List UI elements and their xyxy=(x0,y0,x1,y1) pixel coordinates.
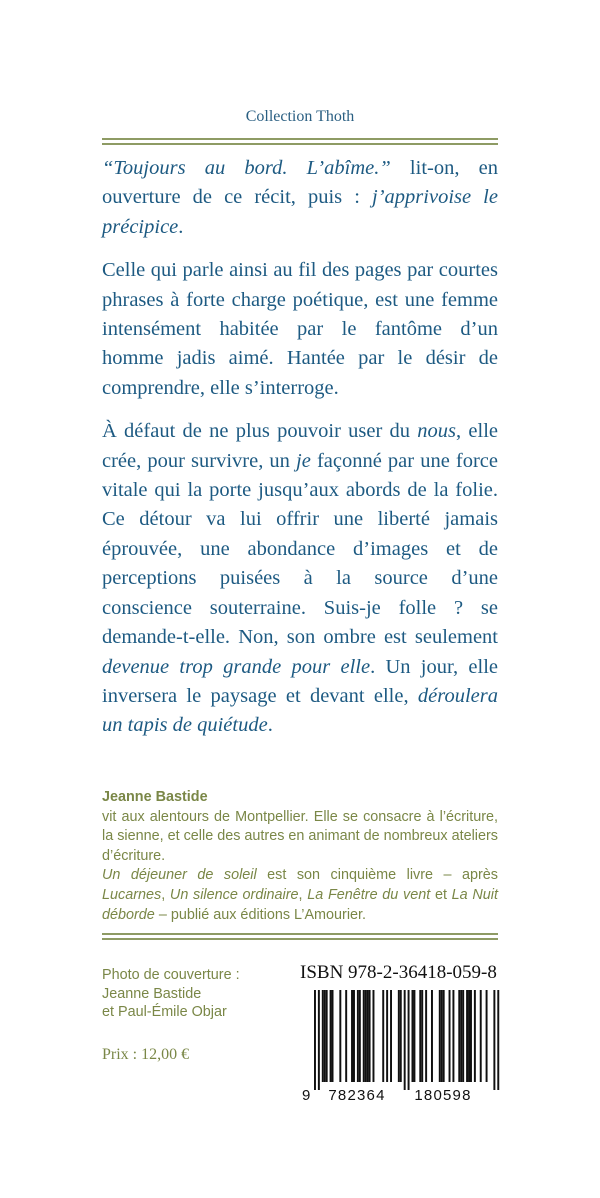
credits-line-2: Jeanne Bastide xyxy=(102,985,202,1002)
author-books xyxy=(102,866,498,925)
barcode-bar xyxy=(332,990,334,1082)
barcode-bar xyxy=(398,990,400,1082)
author-text: est son cinquième livre – après xyxy=(256,867,499,884)
barcode-bar xyxy=(390,990,392,1082)
barcode-digits-right: 180598 xyxy=(414,1087,472,1102)
isbn-label: ISBN 978-2-36418-059-8 xyxy=(300,962,497,983)
barcode-bar xyxy=(363,990,365,1082)
blurb-emphasis: nous xyxy=(417,420,457,443)
book-title: Un déjeuner de soleil xyxy=(102,867,257,884)
blurb-quote-2: j’apprivoise le précipice xyxy=(102,186,498,238)
barcode-bar xyxy=(458,990,460,1082)
barcode-bar xyxy=(365,990,367,1082)
credits-line-1: Photo de couverture : xyxy=(102,967,240,983)
barcode-bars xyxy=(314,990,499,1090)
barcode-bar xyxy=(412,990,414,1082)
barcode-bar xyxy=(466,990,468,1082)
barcode-bar xyxy=(462,990,464,1082)
price: Prix : 12,00 € xyxy=(102,1046,190,1063)
blurb-emphasis: je xyxy=(296,449,311,472)
barcode-bar xyxy=(386,990,388,1082)
author-text: – publié aux éditions L’Amourier. xyxy=(154,906,367,923)
barcode-bar xyxy=(404,990,406,1090)
barcode-bar xyxy=(326,990,328,1082)
barcode-digits-left: 782364 xyxy=(328,1087,386,1102)
barcode-bar xyxy=(345,990,347,1082)
blurb-paragraph-2: Celle qui parle ainsi au fil des pages par courtes phrases à forte charge poétique, est une femme intensément habitée par le fantôme d’un homme jadis aimé. Hantée par le désir de comprendre, elle s’interroge. xyxy=(102,259,498,399)
author-section xyxy=(102,788,498,925)
blurb-emphasis: déroulera un tapis de quiétude xyxy=(102,684,498,737)
barcode-bar xyxy=(408,990,410,1090)
blurb-emphasis: devenue trop grande pour elle xyxy=(102,655,371,678)
barcode-bar xyxy=(373,990,375,1082)
barcode-bar xyxy=(413,990,415,1082)
blurb-paragraph-1 xyxy=(102,154,498,242)
collection-title: Collection Thoth xyxy=(245,108,355,125)
barcode-bar xyxy=(449,990,451,1082)
barcode-bar xyxy=(460,990,462,1082)
blurb-text: . xyxy=(178,215,184,238)
barcode-bar xyxy=(400,990,402,1082)
barcode-bar xyxy=(431,990,433,1082)
barcode-bar xyxy=(357,990,359,1082)
barcode-bar xyxy=(382,990,384,1082)
credits-line-3: et Paul-Émile Objar xyxy=(102,1004,227,1021)
bottom-double-rule xyxy=(102,933,498,940)
author-text: , xyxy=(298,886,308,903)
barcode-bar xyxy=(474,990,476,1082)
barcode-bar xyxy=(351,990,353,1082)
blurb xyxy=(102,154,498,755)
author-bio: vit aux alentours de Montpellier. Elle se consacre à l’écriture, la sienne, et celle des autres en animant de nombreux ateliers d’écriture. xyxy=(102,808,498,864)
blurb-quote-1: “Toujours au bord. L’abîme.” xyxy=(102,157,391,179)
barcode-bar xyxy=(322,990,324,1082)
book-title: Un silence ordinaire xyxy=(169,886,299,903)
barcode-bar xyxy=(470,990,472,1082)
barcode-bar xyxy=(367,990,369,1082)
barcode-bar xyxy=(324,990,326,1082)
photo-credits xyxy=(102,966,292,1022)
barcode-bar xyxy=(314,990,316,1090)
book-title: Lucarnes xyxy=(102,886,162,903)
book-title: La Fenêtre du vent xyxy=(307,886,431,903)
barcode-bar xyxy=(330,990,332,1082)
barcode-bar xyxy=(493,990,495,1090)
barcode-bar xyxy=(486,990,488,1082)
barcode-bar xyxy=(339,990,341,1082)
barcode-bar xyxy=(468,990,470,1082)
book-title: La Nuit déborde xyxy=(102,886,498,923)
author-text: et xyxy=(430,886,452,903)
barcode-bar xyxy=(441,990,443,1082)
blurb-text: , elle crée, pour survivre, un xyxy=(102,420,498,472)
barcode-bar xyxy=(359,990,361,1082)
author-name: Jeanne Bastide xyxy=(102,789,208,805)
barcode-bar xyxy=(480,990,482,1082)
barcode-bar xyxy=(497,990,499,1090)
isbn-barcode xyxy=(300,990,500,1102)
blurb-text: . Un jour, elle inversera le paysage et devant elle, xyxy=(102,655,498,707)
blurb-paragraph-3 xyxy=(102,417,498,740)
barcode-bar xyxy=(419,990,421,1082)
author-text: , xyxy=(161,886,170,903)
barcode-bar xyxy=(318,990,320,1090)
blurb-text: . xyxy=(267,714,273,737)
barcode-bar xyxy=(452,990,454,1082)
barcode-bar xyxy=(421,990,423,1082)
top-double-rule xyxy=(102,138,498,145)
barcode-bar xyxy=(425,990,427,1082)
blurb-text: lit-on, en ouverture de ce récit, puis : xyxy=(102,157,498,209)
barcode-bar xyxy=(353,990,355,1082)
blurb-text: À défaut de ne plus pouvoir user du xyxy=(102,420,418,443)
barcode-bar xyxy=(439,990,441,1082)
barcode-bar xyxy=(369,990,371,1082)
barcode-digit-first: 9 xyxy=(302,1087,311,1102)
blurb-text: façonné par une force vitale qui la porte jusqu’aux abords de la folie. Ce détour va lui offrir une liberté jamais éprouvée, une abondance d’images et de perceptions puisées à la source d’une conscience souterraine. Suis-je folle ? se demande-t-elle. Non, son ombre est seulement xyxy=(102,449,498,649)
barcode-bar xyxy=(443,990,445,1082)
